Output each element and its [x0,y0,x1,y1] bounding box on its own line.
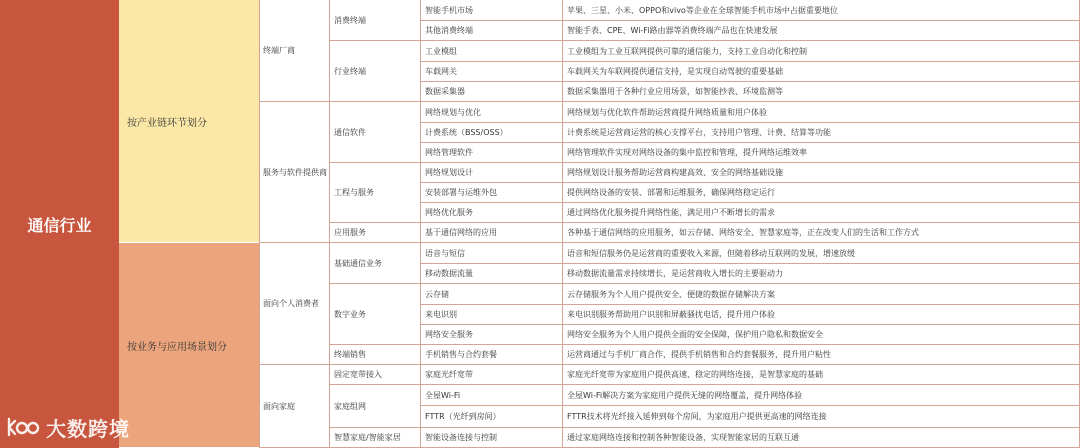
item-cell: 云存储 [420,284,562,305]
description-cell: 运营商通过与手机厂商合作，提供手机销售和合约套餐服务，提升用户粘性 [562,345,1080,365]
item-cell: 网络优化服务 [420,203,562,223]
description-cell: 移动数据流量需求持续增长，是运营商收入增长的主要驱动力 [562,264,1080,284]
description-cell: 来电识别服务帮助用户识别和屏蔽骚扰电话，提升用户体验 [562,305,1080,325]
category-household: 面向家庭 [259,365,329,448]
description-cell: 家庭光纤宽带为家庭用户提供高速、稳定的网络连接，是智慧家庭的基础 [562,365,1080,385]
item-cell: 基于通信网络的应用 [420,223,562,243]
group-smart-home: 智慧家庭/智能家居 [329,428,420,448]
group-engineering-services: 工程与服务 [329,163,420,223]
item-cell: 数据采集器 [420,82,562,102]
item-cell: 网络规划设计 [420,163,562,183]
group-comm-software: 通信软件 [329,102,420,163]
item-cell: 网络安全服务 [420,325,562,345]
group-terminal-sales: 终端销售 [329,345,420,365]
item-cell: 网络管理软件 [420,143,562,163]
description-cell: 网络规划与优化软件帮助运营商提升网络质量和用户体验 [562,102,1080,123]
description-cell: 智能手表、CPE、Wi-Fi路由器等消费终端产品也在快速发展 [562,21,1080,41]
description-cell: 数据采集器用于各种行业应用场景，如智能抄表、环境监测等 [562,82,1080,102]
level1-industry-chain: 按产业链环节划分 [119,0,259,243]
description-cell: FTTR技术将光纤接入延伸到每个房间，为家庭用户提供更高速的网络连接 [562,406,1080,428]
category-terminal-vendors: 终端厂商 [259,0,329,102]
description-cell: 网络规划设计服务帮助运营商构建高效、安全的网络基础设施 [562,163,1080,183]
watermark-text: 大数跨境 [46,416,130,441]
group-digital-business: 数字业务 [329,284,420,345]
description-cell: 云存储服务为个人用户提供安全、便捷的数据存储解决方案 [562,284,1080,305]
group-home-networking: 家庭组网 [329,385,420,428]
description-cell: 通过家庭网络连接和控制各种智能设备，实现智能家居的互联互通 [562,428,1080,448]
description-cell: 全屋Wi-Fi解决方案为家庭用户提供无缝的网络覆盖，提升网络体验 [562,385,1080,406]
description-cell: 工业模组为工业互联网提供可靠的通信能力，支持工业自动化和控制 [562,41,1080,62]
item-cell: 家庭光纤宽带 [420,365,562,385]
item-cell: 其他消费终端 [420,21,562,41]
description-cell: 提供网络设备的安装、部署和运维服务，确保网络稳定运行 [562,183,1080,203]
group-basic-comm: 基础通信业务 [329,243,420,284]
item-cell: 全屋Wi-Fi [420,385,562,406]
industry-title: 通信行业 [0,0,119,448]
level1-business-scenario: 按业务与应用场景划分 [119,243,259,448]
description-cell: 网络管理软件实现对网络设备的集中监控和管理，提升网络运维效率 [562,143,1080,163]
item-cell: 语音与短信 [420,243,562,264]
category-service-software: 服务与软件提供商 [259,102,329,243]
item-cell: 智能设备连接与控制 [420,428,562,448]
item-cell: 来电识别 [420,305,562,325]
item-cell: 计费系统（BSS/OSS） [420,123,562,143]
description-cell: 通过网络优化服务提升网络性能，满足用户不断增长的需求 [562,203,1080,223]
item-cell: 智能手机市场 [420,0,562,21]
watermark-logo-icon [6,415,40,439]
item-cell: FTTR（光纤到房间） [420,406,562,428]
watermark [6,412,130,442]
item-cell: 手机销售与合约套餐 [420,345,562,365]
description-cell: 各种基于通信网络的应用服务，如云存储、网络安全、智慧家庭等，正在改变人们的生活和工作方式 [562,223,1080,243]
description-cell: 车载网关为车联网提供通信支持，是实现自动驾驶的重要基础 [562,62,1080,82]
description-cell: 网络安全服务为个人用户提供全面的安全保障，保护用户隐私和数据安全 [562,325,1080,345]
group-application-services: 应用服务 [329,223,420,243]
item-cell: 安装部署与运维外包 [420,183,562,203]
description-cell: 语音和短信服务仍是运营商的重要收入来源，但随着移动互联网的发展，增速放缓 [562,243,1080,264]
item-cell: 车载网关 [420,62,562,82]
group-consumer-terminals: 消费终端 [329,0,420,41]
description-cell: 苹果、三星、小米、OPPO和vivo等企业在全球智能手机市场中占据重要地位 [562,0,1080,21]
item-cell: 工业模组 [420,41,562,62]
group-fixed-broadband: 固定宽带接入 [329,365,420,385]
group-industry-terminals: 行业终端 [329,41,420,102]
item-cell: 网络规划与优化 [420,102,562,123]
description-cell: 计费系统是运营商运营的核心支撑平台，支持用户管理、计费、结算等功能 [562,123,1080,143]
item-cell: 移动数据流量 [420,264,562,284]
category-personal-consumers: 面向个人消费者 [259,243,329,365]
